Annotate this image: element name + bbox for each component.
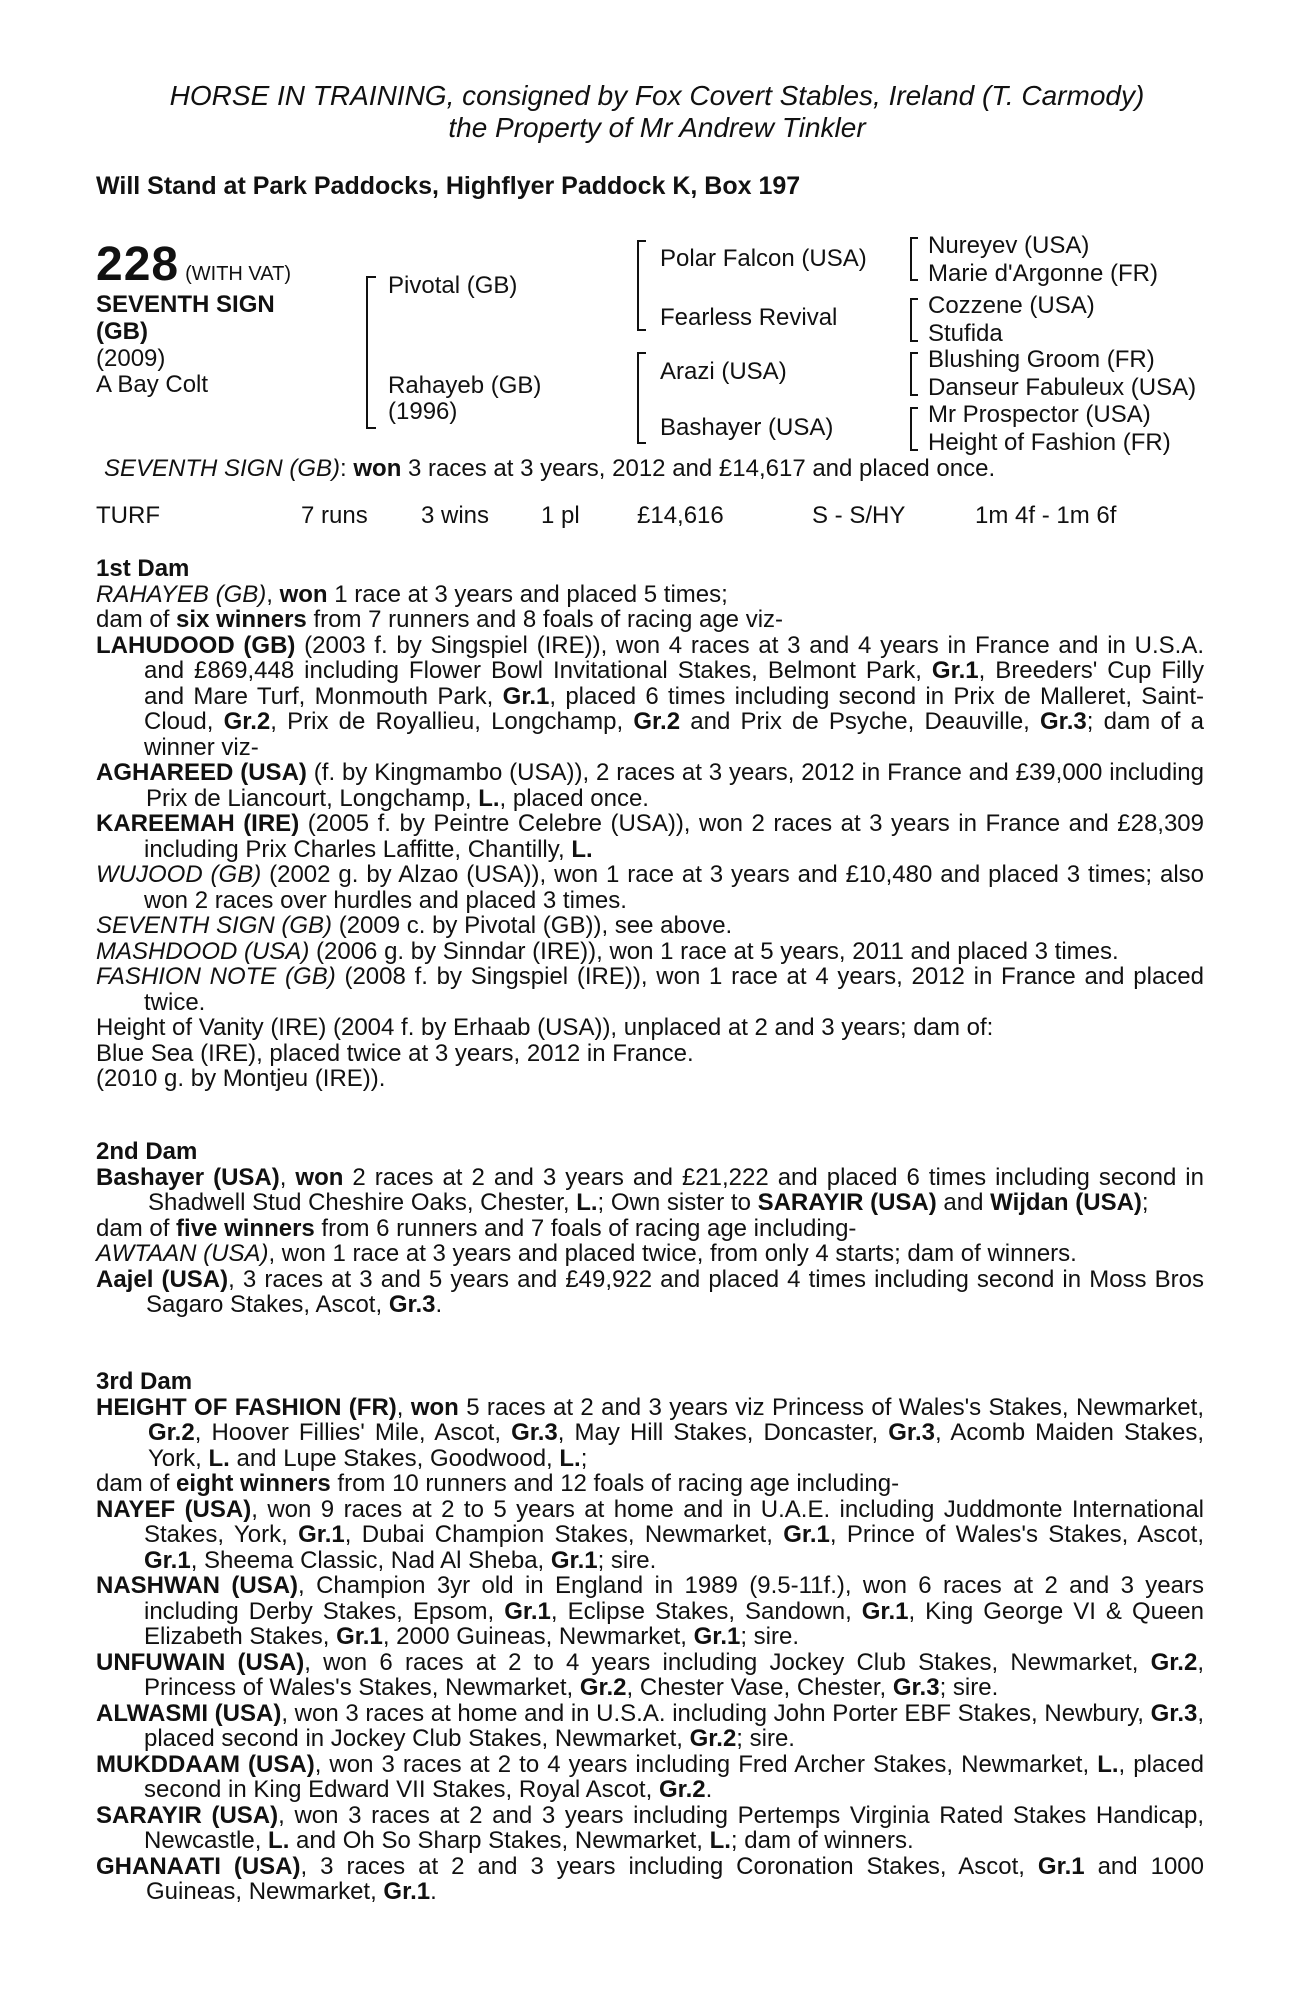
brace-dd: [910, 407, 918, 451]
dam-produce-summary: dam of eight winners from 10 runners and 12 foals of racing age including-: [96, 1470, 900, 1497]
record-going: S - S/HY: [812, 502, 906, 529]
dam-dam-dam: Height of Fashion (FR): [928, 429, 1171, 456]
sire-sire-sire: Nureyev (USA): [928, 232, 1090, 259]
record-surface: TURF: [96, 502, 160, 529]
record-placed: 1 pl: [541, 502, 580, 529]
produce-entry: MASHDOOD (USA) (2006 g. by Sinndar (IRE)), won 1 race at 5 years, 2011 and placed 3 times.: [96, 937, 1119, 965]
dam: Rahayeb (GB): [388, 372, 542, 399]
sire-dam-brace: [366, 276, 376, 429]
produce-entry: (2010 g. by Montjeu (IRE)).: [96, 1065, 386, 1092]
produce-entry: ALWASMI (USA), won 3 races at home and in U.S.A. including John Porter EBF Stakes, Newbury, Gr.3, placed second in Jockey Club Stakes, Newmarket, Gr.2; sire.: [96, 1699, 1205, 1752]
dam-sire: Arazi (USA): [660, 358, 787, 385]
dam-sire-sire: Blushing Groom (FR): [928, 346, 1155, 373]
produce-entry-grandchild: Blue Sea (IRE), placed twice at 3 years, 2012 in France.: [96, 1039, 694, 1067]
horse-description: A Bay Colt: [96, 371, 209, 398]
produce-entry: FASHION NOTE (GB) (2008 f. by Singspiel (IRE)), won 1 race at 4 years, 2012 in France and placed twice.: [96, 963, 1204, 1016]
sire-parents-brace: [637, 240, 646, 331]
brace-ds: [910, 352, 918, 396]
produce-entry: Height of Vanity (IRE) (2004 f. by Erhaab (USA)), unplaced at 2 and 3 years; dam of:: [96, 1014, 994, 1041]
consignor-line: HORSE IN TRAINING, consigned by Fox Covert Stables, Ireland (T. Carmody): [169, 80, 1145, 111]
dam-sire-dam: Danseur Fabuleux (USA): [928, 374, 1197, 401]
produce-entry: KAREEMAH (IRE) (2005 f. by Peintre Celebre (USA)), won 2 races at 3 years in France and £28,309 including Prix Charles Laffitte, Chantilly, L.: [96, 810, 1204, 863]
dam-produce-summary: dam of six winners from 7 runners and 8 foals of racing age viz-: [96, 606, 784, 633]
produce-entry-grandchild: GHANAATI (USA), 3 races at 2 and 3 years including Coronation Stakes, Ascot, Gr.1 and 1000 Guineas, Newmarket, Gr.1.: [96, 1852, 1204, 1905]
produce-entry: UNFUWAIN (USA), won 6 races at 2 to 4 years including Jockey Club Stakes, Newmarket, Gr.2, Princess of Wales's Stakes, Newmarket, Gr.2, Chester Vase, Chester, Gr.3; sire.: [96, 1648, 1204, 1701]
section-heading: 2nd Dam: [96, 1138, 198, 1165]
second-dam-section: [96, 1139, 1204, 1318]
produce-entry: MUKDDAAM (USA), won 3 races at 2 to 4 years including Fred Archer Stakes, Newmarket, L., placed second in King Edward VII Stakes, Royal Ascot, Gr.2.: [96, 1750, 1204, 1803]
dam-intro: HEIGHT OF FASHION (FR), won 5 races at 2 and 3 years viz Princess of Wales's Stakes, Newmarket, Gr.2, Hoover Fillies' Mile, Ascot, Gr.3, May Hill Stakes, Doncaster, Gr.3, Acomb Maiden Stakes, York, L. and Lupe Stakes, Goodwood, L.;: [96, 1393, 1204, 1472]
dam-produce-summary: dam of five winners from 6 runners and 7 foals of racing age including-: [96, 1214, 857, 1242]
produce-entry-grandchild: AGHAREED (USA) (f. by Kingmambo (USA)), 2 races at 3 years, 2012 in France and £39,000 including Prix de Liancourt, Longchamp, L., placed once.: [96, 759, 1204, 812]
section-heading: 3rd Dam: [96, 1368, 193, 1395]
foaling-year: (2009): [96, 345, 166, 372]
dam-intro: RAHAYEB (GB), won 1 race at 3 years and placed 5 times;: [96, 580, 728, 608]
stand-location: Will Stand at Park Paddocks, Highflyer Paddock K, Box 197: [96, 172, 801, 200]
record-prize: £14,616: [637, 502, 724, 529]
produce-entry: SEVENTH SIGN (GB) (2009 c. by Pivotal (GB)), see above.: [96, 912, 733, 939]
owner-line: the Property of Mr Andrew Tinkler: [448, 112, 866, 143]
sire-dam-sire: Cozzene (USA): [928, 292, 1095, 319]
sire-sire-dam: Marie d'Argonne (FR): [928, 260, 1158, 287]
horse-name: SEVENTH SIGN: [96, 291, 275, 318]
brace-ss: [910, 237, 918, 281]
dam-dam: Bashayer (USA): [660, 414, 834, 441]
lot-number: 228 (WITH VAT): [96, 238, 291, 291]
record-runs: 7 runs: [301, 502, 368, 529]
produce-entry: SARAYIR (USA), won 3 races at 2 and 3 years including Pertemps Virginia Rated Stakes Handicap, Newcastle, L. and Oh So Sharp Stakes, Newmarket, L.; dam of winners.: [96, 1801, 1204, 1854]
section-heading: 1st Dam: [96, 555, 190, 582]
dam-dam-sire: Mr Prospector (USA): [928, 401, 1151, 428]
sire: Pivotal (GB): [388, 272, 518, 299]
record-distance: 1m 4f - 1m 6f: [975, 502, 1117, 529]
dam-year: (1996): [388, 398, 458, 425]
brace-sd: [910, 298, 918, 342]
vat-note: (WITH VAT): [185, 263, 291, 285]
dam-parents-brace: [637, 352, 646, 444]
sire-dam-dam: Stufida: [928, 320, 1003, 347]
produce-entry: LAHUDOOD (GB) (2003 f. by Singspiel (IRE)), won 4 races at 3 and 4 years in France and in U.S.A. and £869,448 including Flower Bowl Invitational Stakes, Belmont Park, Gr.1, Breeders' Cup Filly and Mare Turf, Monmouth Park, Gr.1, placed 6 times including second in Prix de Malleret, Saint-Cloud, Gr.2, Prix de Royallieu, Longchamp, Gr.2 and Prix de Psyche, Deauville, Gr.3; dam of a winner viz-: [96, 631, 1205, 761]
first-dam-section: [96, 556, 1204, 1092]
produce-entry: AWTAAN (USA), won 1 race at 3 years and placed twice, from only 4 starts; dam of winners.: [96, 1240, 1077, 1267]
third-dam-section: [96, 1369, 1204, 1905]
horse-suffix: (GB): [96, 318, 148, 345]
produce-entry: NAYEF (USA), won 9 races at 2 to 5 years at home and in U.A.E. including Juddmonte International Stakes, York, Gr.1, Dubai Champion Stakes, Newmarket, Gr.1, Prince of Wales's Stakes, Ascot, Gr.1, Sheema Classic, Nad Al Sheba, Gr.1; sire.: [96, 1495, 1205, 1574]
sire-dam: Fearless Revival: [660, 304, 838, 331]
record-wins: 3 wins: [421, 502, 490, 529]
produce-entry-grandchild: Aajel (USA), 3 races at 3 and 5 years and £49,922 and placed 4 times including second in Moss Bros Sagaro Stakes, Ascot, Gr.3.: [96, 1265, 1204, 1318]
dam-intro: Bashayer (USA), won 2 races at 2 and 3 years and £21,222 and placed 6 times including second in Shadwell Stud Cheshire Oaks, Chester, L.; Own sister to SARAYIR (USA) and Wijdan (USA);: [96, 1163, 1204, 1216]
race-summary: SEVENTH SIGN (GB): won 3 races at 3 years, 2012 and £14,617 and placed once.: [104, 455, 996, 482]
produce-entry: NASHWAN (USA), Champion 3yr old in England in 1989 (9.5-11f.), won 6 races at 2 and 3 years including Derby Stakes, Epsom, Gr.1, Eclipse Stakes, Sandown, Gr.1, King George VI & Queen Elizabeth Stakes, Gr.1, 2000 Guineas, Newmarket, Gr.1; sire.: [96, 1572, 1205, 1650]
produce-entry: WUJOOD (GB) (2002 g. by Alzao (USA)), won 1 race at 3 years and £10,480 and placed 3 times; also won 2 races over hurdles and placed 3 times.: [96, 861, 1204, 914]
sire-sire: Polar Falcon (USA): [660, 245, 867, 272]
